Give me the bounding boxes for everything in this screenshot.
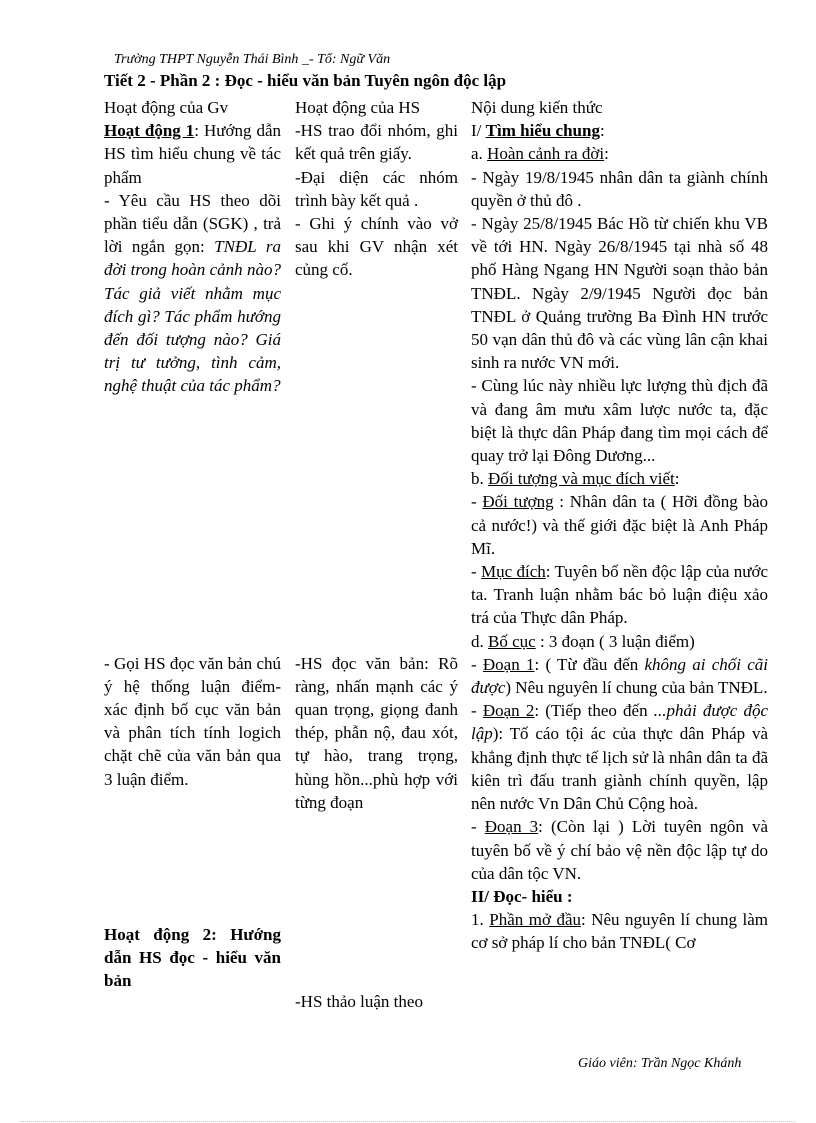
subsection-d-text: : 3 đoạn ( 3 luận điểm)	[535, 631, 695, 651]
student-column-header: Hoạt động của HS	[295, 98, 421, 117]
paragraph-2-label: Đoạn 2	[482, 701, 535, 721]
purpose-text: : Tuyên bố nền độc lập của nước ta. Tranh luận nhằm bác bỏ luận điệu xảo trá của Thực dân Pháp.	[471, 562, 768, 628]
teacher-instruction-1-questions: TNĐL ra đời trong hoàn cảnh nào? Tác giả viết nhằm mục đích gì? Tác phẩm hướng đến đối tượng nào? Giá trị tư tưởng, tình cảm, nghệ thuật của tác phẩm?	[104, 237, 281, 396]
audience-text: : Nhân dân ta ( Hỡi đồng bào cả nước!) và thế giới đặc biệt là Anh Pháp Mĩ.	[471, 492, 768, 558]
teacher-signature: Giáo viên: Trần Ngọc Khánh	[578, 1056, 742, 1071]
section-1-heading	[471, 119, 768, 142]
subsection-b-colon: :	[674, 469, 680, 489]
activity-1-title: Hoạt động 1	[104, 121, 195, 141]
paragraph-1-quote: không ai chối cãi được	[471, 654, 768, 698]
paragraph-1-label: Đoạn 1	[482, 654, 535, 674]
subsection-d-prefix: d.	[471, 631, 488, 651]
paragraph-1-text-a: : ( Từ đầu đến	[534, 654, 645, 674]
audience-item: - Đối tượng : Nhân dân ta ( Hỡi đồng bào cả nước!) và thế giới đặc biệt là Anh Pháp Mĩ.	[471, 492, 768, 558]
content-column-header: Nội dung kiến thức	[471, 98, 603, 117]
content-column	[471, 96, 768, 955]
context-item-1: - Ngày 19/8/1945 nhân dân ta giành chính quyền ở thủ đô .	[471, 167, 768, 210]
paragraph-1-item: - Đoạn 1: ( Từ đầu đến không ai chối cãi được) Nêu nguyên lí chung của bản TNĐL.	[471, 654, 768, 698]
paragraph-3-label: Đoạn 3	[484, 817, 539, 837]
part-1-title: Phần mở đầu	[489, 910, 581, 930]
subsection-d-heading	[471, 630, 768, 653]
audience-label: Đối tượng	[482, 492, 554, 512]
teacher-column	[104, 96, 281, 992]
purpose-item: - Mục đích: Tuyên bố nền độc lập của nước ta. Tranh luận nhằm bác bỏ luận điệu xảo trá của Thực dân Pháp.	[471, 562, 768, 628]
activity-1	[104, 119, 281, 189]
lesson-title: Tiết 2 - Phần 2 : Đọc - hiểu văn bản Tuyên ngôn độc lập	[104, 71, 507, 90]
teacher-instruction-1-lead: - Yêu cầu HS theo dõi phần tiểu dẫn (SGK) , trả lời ngắn gọn:	[104, 190, 281, 257]
part-1-text: : Nêu nguyên lí chung làm cơ sở pháp lí cho bản TNĐL( Cơ	[471, 910, 769, 953]
part-1-prefix: 1.	[471, 910, 490, 930]
subsection-d-title: Bố cục	[488, 631, 536, 651]
teacher-instruction-1	[104, 189, 281, 398]
purpose-label: Mục đích	[481, 562, 546, 582]
student-activity-1: -HS trao đổi nhóm, ghi kết quả trên giấy.	[295, 121, 458, 164]
header-separator: _-	[298, 52, 318, 67]
paragraph-3-item: - Đoạn 3: (Còn lại ) Lời tuyên ngôn và tuyên bố về ý chí bảo vệ nền độc lập tự do của dân tộc VN.	[471, 817, 768, 883]
activity-1-text: : Hướng dẫn HS tìm hiểu chung về tác phẩm	[104, 121, 282, 187]
section-1-title: Tìm hiểu chung	[485, 121, 600, 141]
page-header	[114, 52, 390, 68]
activity-2-title: Hoạt động 2: Hướng dẫn HS đọc - hiểu văn bản	[104, 924, 281, 991]
section-1-number: I/	[471, 121, 486, 141]
student-activity-4: -HS đọc văn bản: Rõ ràng, nhấn mạnh các ý quan trọng, giọng đanh thép, phẫn nộ, đau xót, tự hào, trang trọng, hùng hồn...phù hợp với từng đoạn	[295, 653, 458, 812]
teacher-instruction-2: - Gọi HS đọc văn bản chú ý hệ thống luận điểm- xác định bố cục văn bản và phân tích tính logich chặt chẽ của văn bản qua 3 luận điểm.	[104, 653, 281, 789]
student-activity-3: - Ghi ý chính vào vở sau khi GV nhận xét củng cố.	[295, 214, 458, 280]
paragraph-3-text: : (Còn lại ) Lời tuyên ngôn và tuyên bố về ý chí bảo vệ nền độc lập tự do của dân tộc VN.	[471, 817, 768, 883]
part-1-item	[471, 908, 768, 954]
student-column	[295, 96, 458, 1013]
student-activity-2: -Đại diện các nhóm trình bày kết quả .	[295, 167, 458, 210]
paragraph-2-text-b: ): Tố cáo tội ác của thực dân Pháp và khẳng định thực tế lịch sử là nhân dân ta đã kiên trì đấu tranh giành chính quyền, lập nên nước Vn Dân Chủ Cộng hoà.	[471, 724, 768, 814]
department-name: Tổ: Ngữ Văn	[317, 52, 391, 67]
student-activity-5: -HS thảo luận theo	[295, 992, 423, 1012]
subsection-a-title: Hoàn cảnh ra đời	[487, 144, 605, 164]
page-bottom-divider	[20, 1121, 796, 1122]
school-name: Trường THPT Nguyễn Thái Bình	[114, 52, 299, 67]
paragraph-1-text-b: ) Nêu nguyên lí chung của bản TNĐL.	[505, 678, 768, 698]
subsection-a-prefix: a.	[471, 144, 488, 164]
section-2-heading: II/ Đọc- hiểu :	[471, 886, 573, 906]
subsection-b-prefix: b.	[471, 469, 488, 489]
paragraph-2-quote: ...phải được độc lập	[471, 701, 768, 744]
teacher-column-header: Hoạt động của Gv	[104, 98, 229, 117]
paragraph-2-item: - Đoạn 2: (Tiếp theo đến ...phải được độc lập): Tố cáo tội ác của thực dân Pháp và khẳng định thực tế lịch sử là nhân dân ta đã kiên trì đấu tranh giành chính quyền, lập nên nước Vn Dân Chủ Cộng hoà.	[471, 701, 768, 814]
section-1-colon: :	[599, 121, 605, 141]
subsection-b-heading	[471, 467, 768, 490]
context-item-3: - Cùng lúc này nhiều lực lượng thù địch đã và đang âm mưu xâm lược nước ta, đặc biệt là thực dân Pháp đang tìm mọi cách để quay trở lại Đông Dương...	[471, 376, 768, 466]
subsection-a-heading	[471, 142, 768, 165]
paragraph-2-text-a: : (Tiếp theo đến	[534, 701, 654, 721]
subsection-b-title: Đối tượng và mục đích viết	[488, 469, 675, 489]
subsection-a-colon: :	[604, 144, 609, 164]
context-item-2: - Ngày 25/8/1945 Bác Hồ từ chiến khu VB về tới HN. Ngày 26/8/1945 tại nhà số 48 phố Hàng Ngang HN Người soạn thảo bản TNĐL. Ngày 2/9/1945 Người đọc bản TNĐL ở Quảng trường Ba Đình HN trước 50 vạn dân thủ đô và các vùng lân cận khai sinh ra nước VN mới.	[471, 214, 768, 373]
